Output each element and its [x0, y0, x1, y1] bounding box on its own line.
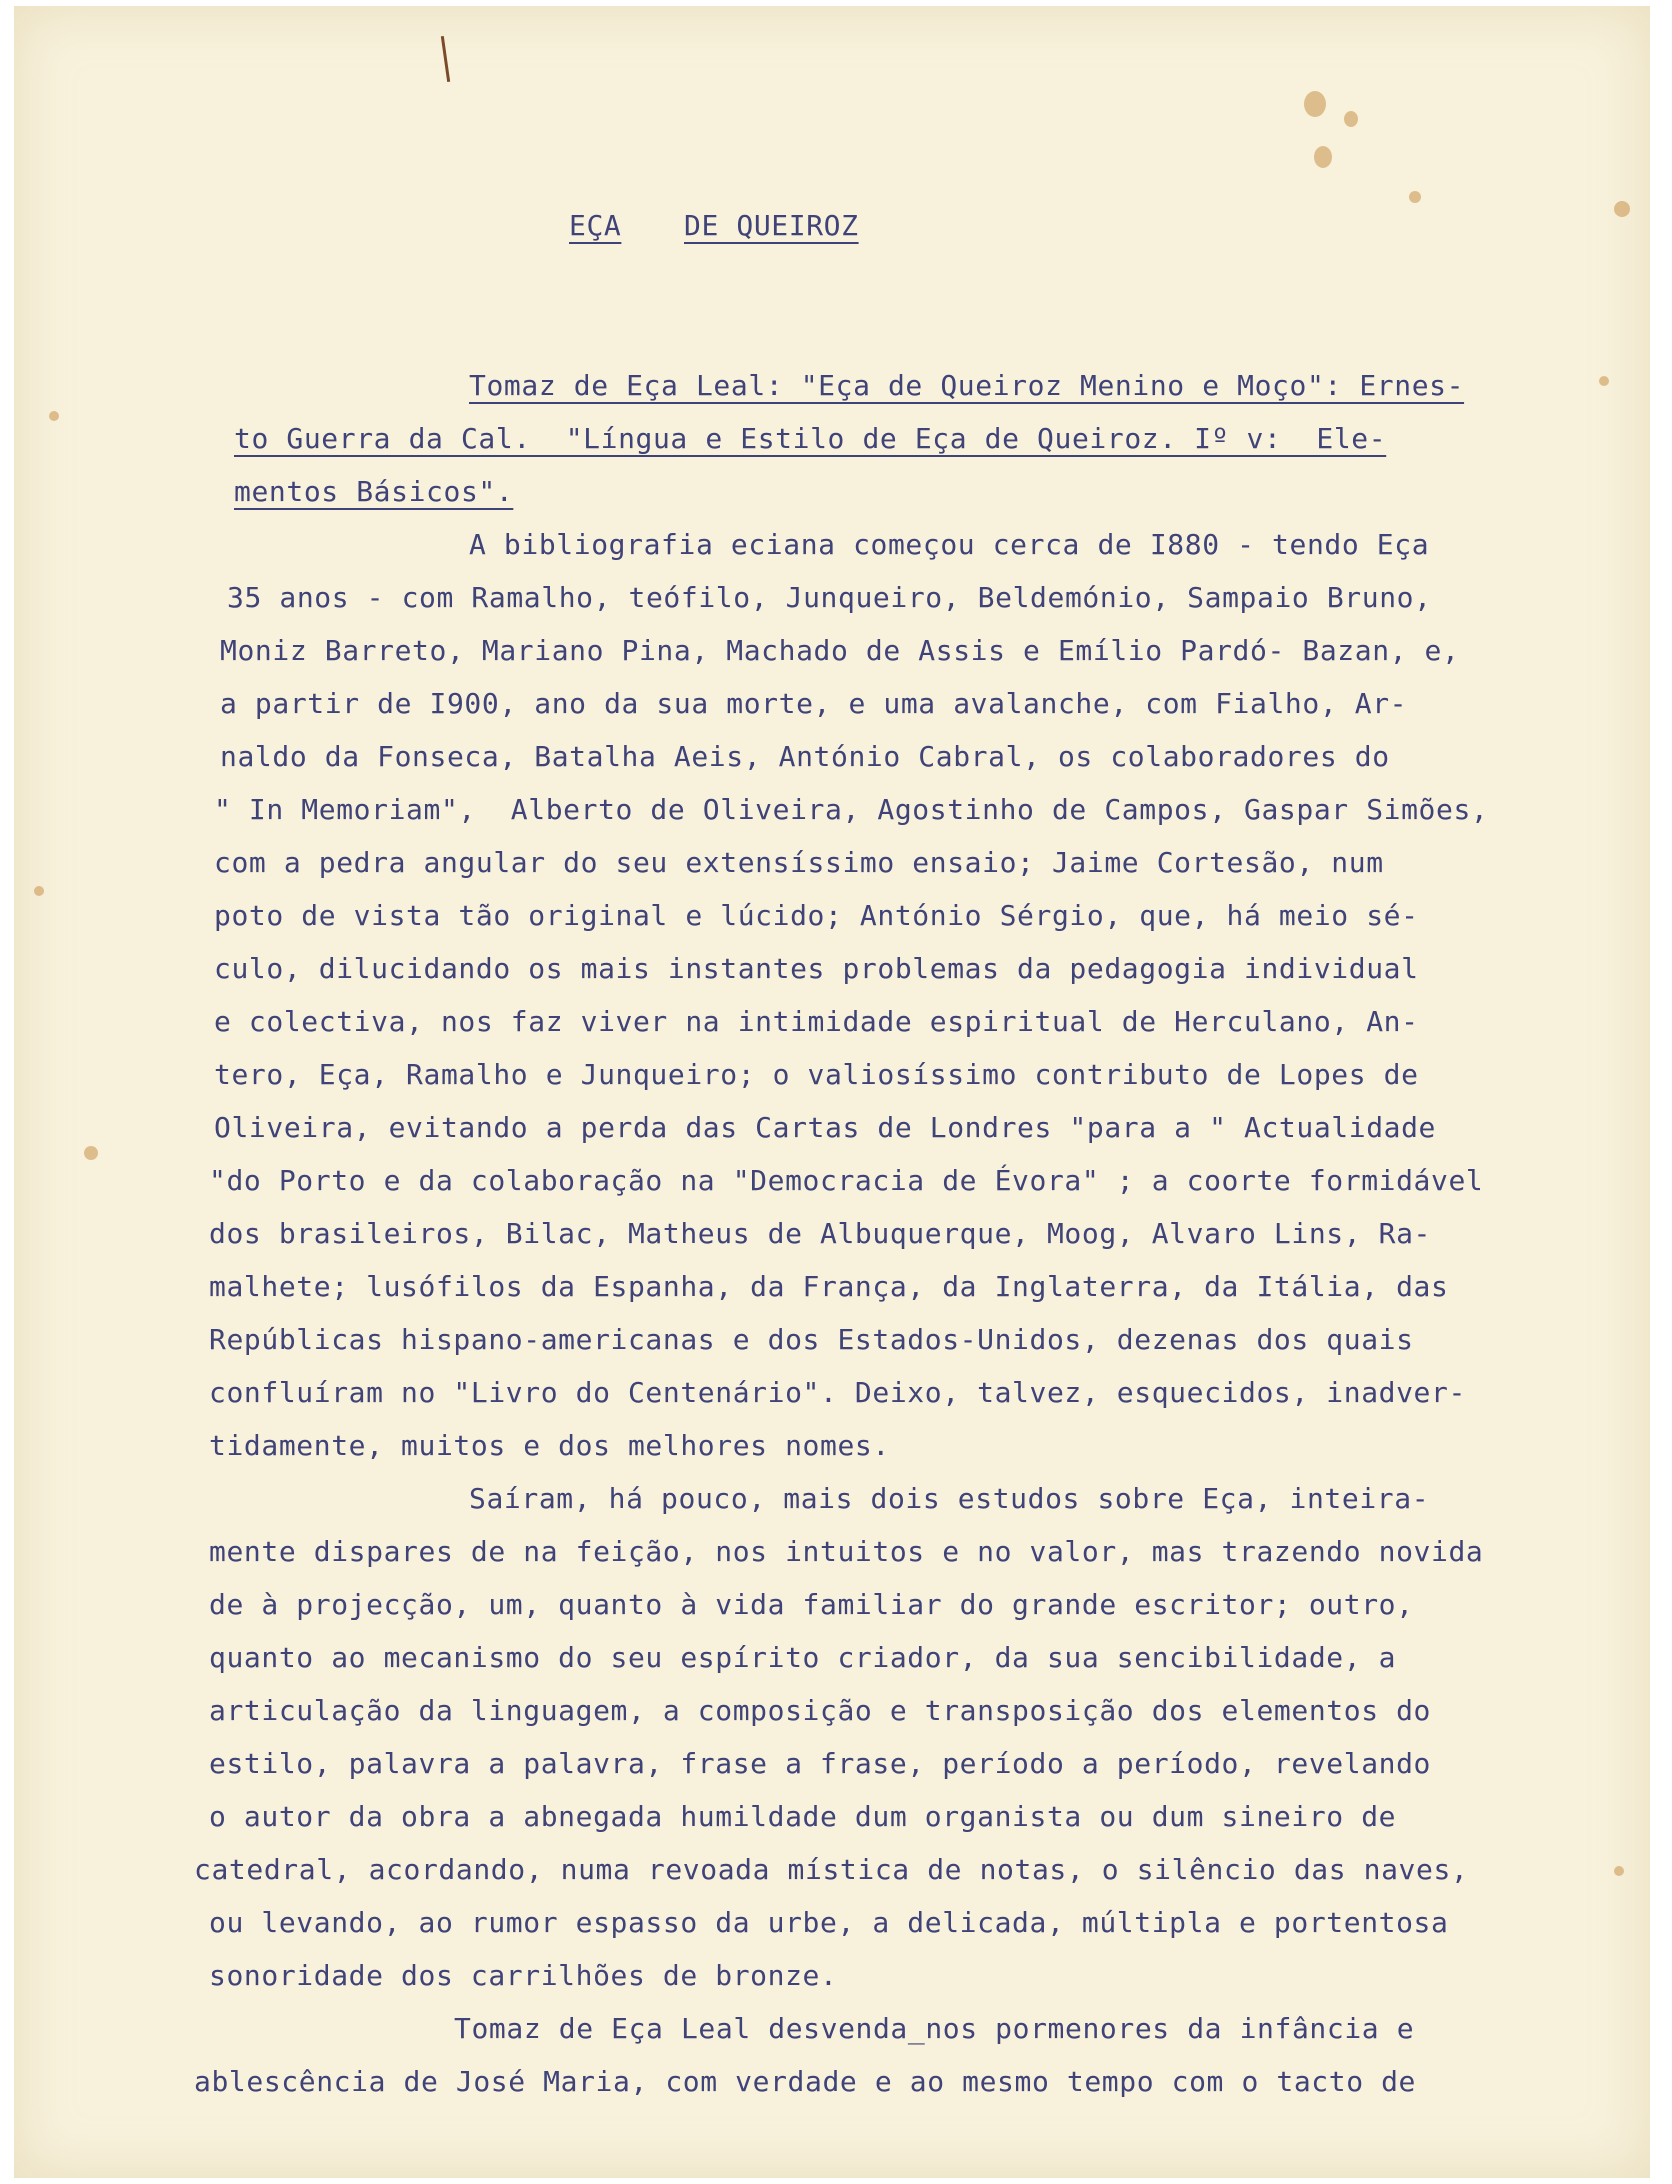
body-line: tero, Eça, Ramalho e Junqueiro; o valiosíssimo contributo de Lopes de [214, 1058, 1419, 1091]
body-line: mente dispares de na feição, nos intuitos e no valor, mas trazendo novida [209, 1535, 1484, 1568]
body-line: dos brasileiros, Bilac, Matheus de Albuquerque, Moog, Alvaro Lins, Ra- [209, 1217, 1432, 1250]
stain-mark [1614, 1866, 1624, 1876]
reference-line-3: mentos Básicos". [234, 475, 514, 508]
body-line: catedral, acordando, numa revoada mística de notas, o silêncio das naves, [194, 1853, 1469, 1886]
body-line: "do Porto e da colaboração na "Democracia de Évora" ; a coorte formidável [209, 1164, 1484, 1197]
body-line: confluíram no "Livro do Centenário". Deixo, talvez, esquecidos, inadver- [209, 1376, 1466, 1409]
stain-mark [49, 411, 59, 421]
body-line: culo, dilucidando os mais instantes problemas da pedagogia individual [214, 952, 1419, 985]
stain-mark [34, 886, 44, 896]
stain-mark [1314, 146, 1332, 168]
body-line: articulação da linguagem, a composição e transposição dos elementos do [209, 1694, 1432, 1727]
body-line: " In Memoriam", Alberto de Oliveira, Agostinho de Campos, Gaspar Simões, [214, 793, 1489, 826]
body-line: 35 anos - com Ramalho, teófilo, Junqueiro, Beldemónio, Sampaio Bruno, [227, 581, 1432, 614]
body-line: ou levando, ao rumor espasso da urbe, a delicada, múltipla e portentosa [209, 1906, 1449, 1939]
stain-mark [1599, 376, 1609, 386]
body-line: malhete; lusófilos da Espanha, da França, da Inglaterra, da Itália, das [209, 1270, 1449, 1303]
body-line: naldo da Fonseca, Batalha Aeis, António Cabral, os colaboradores do [220, 740, 1390, 773]
body-line: Tomaz de Eça Leal desvenda_nos pormenores da infância e [454, 2012, 1415, 2045]
body-line: sonoridade dos carrilhões de bronze. [209, 1959, 838, 1992]
reference-line-1: Tomaz de Eça Leal: "Eça de Queiroz Menino e Moço": Ernes- [469, 369, 1465, 402]
body-line: estilo, palavra a palavra, frase a frase, período a período, revelando [209, 1747, 1432, 1780]
body-line: poto de vista tão original e lúcido; António Sérgio, que, há meio sé- [214, 899, 1419, 932]
body-line: e colectiva, nos faz viver na intimidade espiritual de Herculano, An- [214, 1005, 1419, 1038]
ink-mark [441, 36, 450, 82]
body-line: A bibliografia eciana começou cerca de I880 - tendo Eça [469, 528, 1430, 561]
stain-mark [1304, 91, 1326, 117]
body-line: a partir de I900, ano da sua morte, e uma avalanche, com Fialho, Ar- [220, 687, 1408, 720]
body-line: com a pedra angular do seu extensíssimo ensaio; Jaime Cortesão, num [214, 846, 1384, 879]
document-page [14, 6, 1650, 2178]
body-line: ablescência de José Maria, com verdade e ao mesmo tempo com o tacto de [194, 2065, 1417, 2098]
body-line: quanto ao mecanismo do seu espírito criador, da sua sencibilidade, a [209, 1641, 1397, 1674]
stain-mark [1614, 201, 1630, 217]
body-line: de à projecção, um, quanto à vida familiar do grande escritor; outro, [209, 1588, 1414, 1621]
body-line: Moniz Barreto, Mariano Pina, Machado de Assis e Emílio Pardó- Bazan, e, [220, 634, 1460, 667]
body-line: Repúblicas hispano-americanas e dos Estados-Unidos, dezenas dos quais [209, 1323, 1414, 1356]
body-line: Saíram, há pouco, mais dois estudos sobre Eça, inteira- [469, 1482, 1430, 1515]
document-title-part-2: DE QUEIROZ [684, 209, 859, 242]
body-line: tidamente, muitos e dos melhores nomes. [209, 1429, 890, 1462]
document-title-part-1: EÇA [569, 209, 622, 242]
stain-mark [84, 1146, 98, 1160]
reference-line-2: to Guerra da Cal. "Língua e Estilo de Eça de Queiroz. Iº v: Ele- [234, 422, 1387, 455]
stain-mark [1409, 191, 1421, 203]
body-line: Oliveira, evitando a perda das Cartas de Londres "para a " Actualidade [214, 1111, 1437, 1144]
body-line: o autor da obra a abnegada humildade dum organista ou dum sineiro de [209, 1800, 1397, 1833]
stain-mark [1344, 111, 1358, 127]
